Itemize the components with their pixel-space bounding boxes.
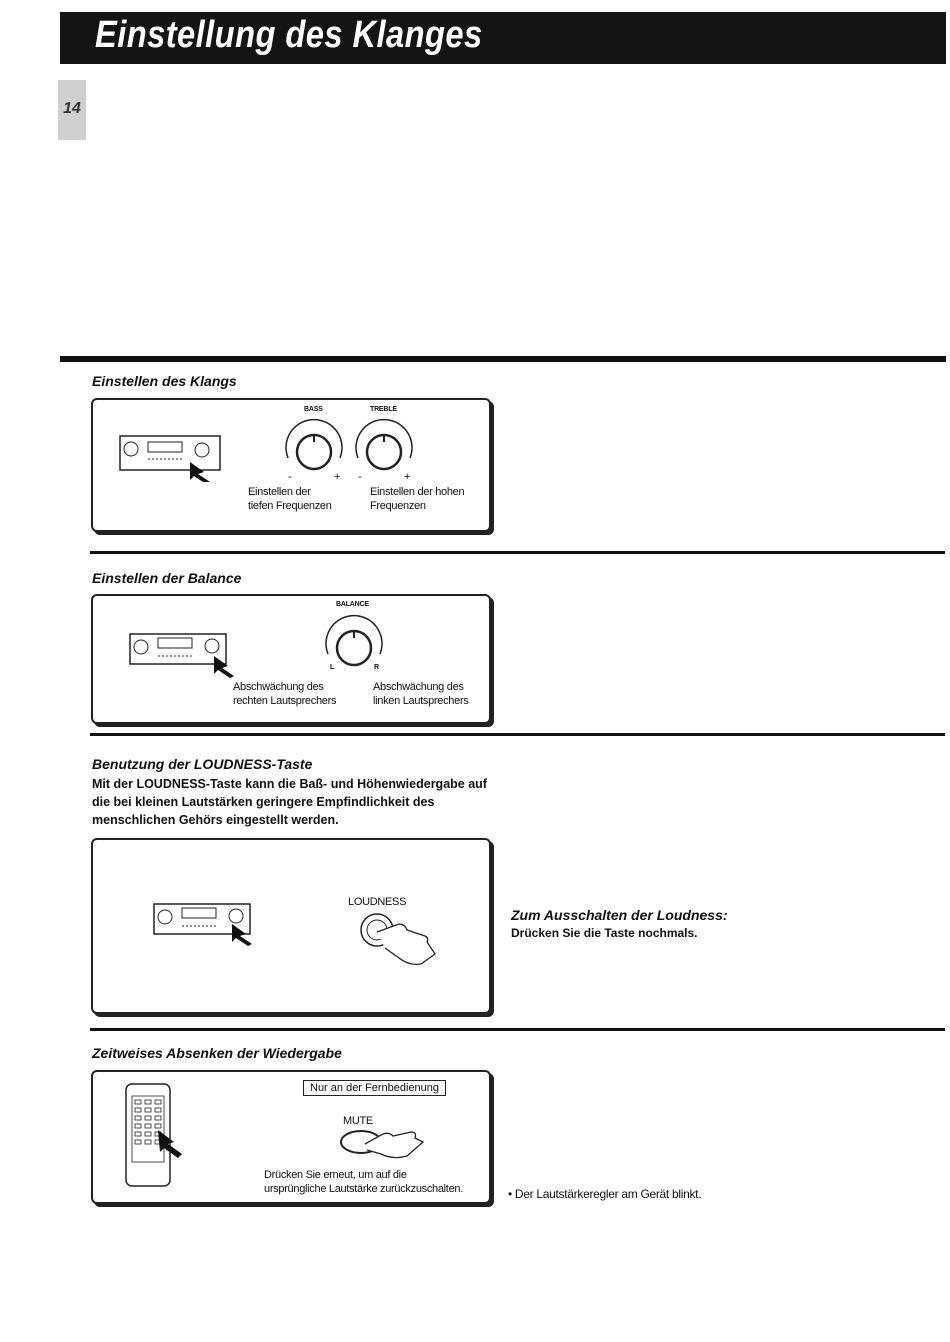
mute-button-label: MUTE [343,1115,373,1127]
treble-label: TREBLE [370,406,397,413]
treble-caption: Einstellen der hohen Frequenzen [370,486,465,512]
balance-caption-left: Abschwächung des rechten Lautsprechers [233,681,337,707]
section-title-klang: Einstellen des Klangs [92,373,237,389]
section-rule-2 [90,551,945,554]
receiver-illustration [118,432,226,482]
section-rule-1 [60,356,946,362]
receiver-illustration [128,630,243,680]
treble-minus: - [358,471,362,483]
receiver-illustration [152,900,267,948]
mute-caption: Drücken Sie erneut, um auf die ursprüngliche Lautstärke zurückzuschalten. [264,1169,463,1195]
page-number: 14 [63,100,81,117]
balance-left-mark: L [330,664,335,671]
loudness-button[interactable] [355,910,445,968]
bass-minus: - [288,471,292,483]
remote-control-illustration [122,1082,192,1190]
bass-caption: Einstellen der tiefen Frequenzen [248,486,332,512]
bass-label: BASS [304,406,323,413]
loudness-description: Mit der LOUDNESS-Taste kann die Baß- und Höhenwiedergabe auf die bei kleinen Lautstärken geringere Empfindlichkeit des menschlichen Gehörs eingestellt werden. [92,777,487,827]
bass-plus: + [334,471,341,483]
balance-label: BALANCE [336,601,369,608]
remote-only-label: Nur an der Fernbedienung [303,1080,446,1096]
loudness-off-title: Zum Ausschalten der Loudness: [511,907,728,923]
loudness-off-text: Drücken Sie die Taste nochmals. [511,926,698,940]
mute-button[interactable] [337,1122,427,1162]
section-title-mute: Zeitweises Absenken der Wiedergabe [92,1045,342,1061]
mute-note: • Der Lautstärkeregler am Gerät blinkt. [508,1187,702,1201]
treble-plus: + [404,471,411,483]
balance-caption-right: Abschwächung des linken Lautsprechers [373,681,469,707]
section-rule-3 [90,733,945,736]
loudness-button-label: LOUDNESS [348,896,407,908]
section-title-loudness: Benutzung der LOUDNESS-Taste [92,756,313,772]
section-rule-4 [90,1028,945,1031]
page-title: Einstellung des Klanges [95,14,483,56]
balance-right-mark: R [374,664,379,671]
section-title-balance: Einstellen der Balance [92,570,242,586]
